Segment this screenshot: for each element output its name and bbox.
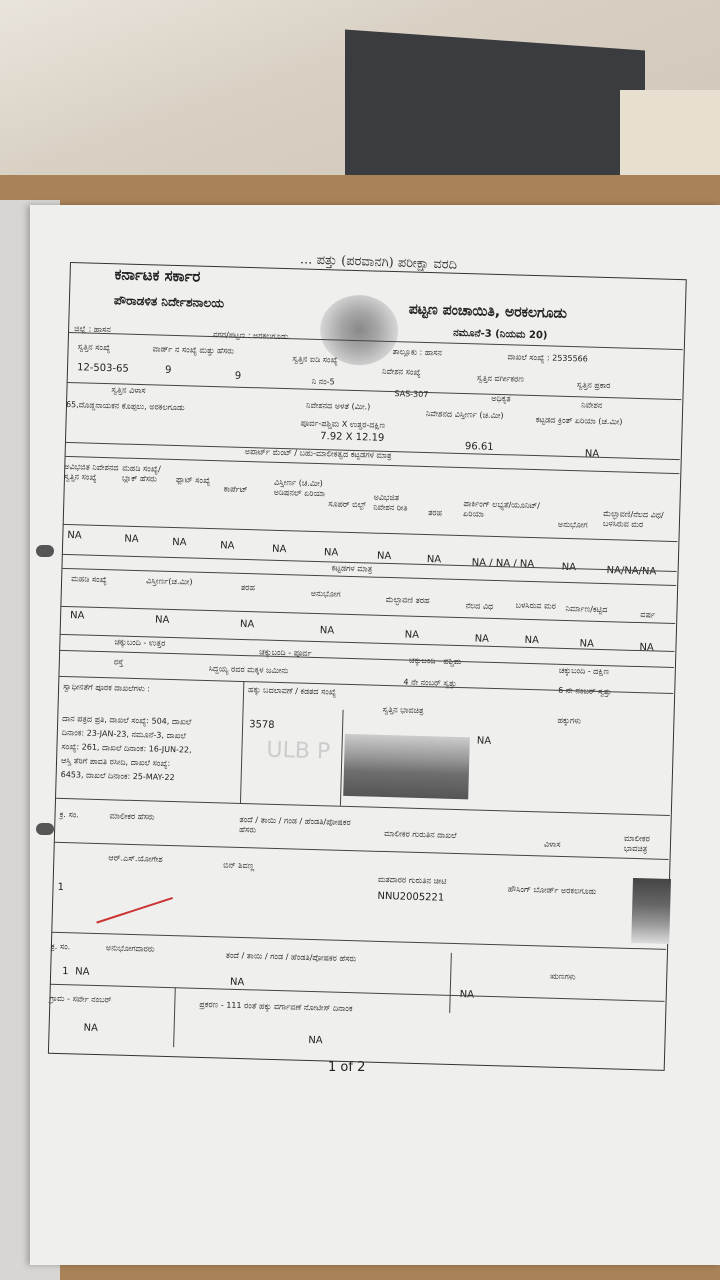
- owner-sno: 1: [57, 881, 65, 894]
- town: ನಗರ/ಪಟ್ಟಣ : ಅರಕಲಗೂಡು: [212, 330, 289, 342]
- apt-value: NA: [172, 536, 187, 549]
- occupant-relation: NA: [229, 976, 245, 989]
- apt-value: NA / NA / NA: [471, 557, 535, 571]
- header-owner: ಮಾಲೀಕರ ಹೆಸರು: [109, 811, 155, 822]
- bldg-header: ಬಳಸಿರುವ ಮರ: [515, 600, 557, 611]
- header-pid: ಸ್ವತ್ತಿನ ಐಡಿ ಸಂಖ್ಯೆ: [292, 354, 338, 365]
- property-no: 12-503-65: [76, 362, 129, 375]
- building-title: ಕಟ್ಟಡಗಳ ಮಾತ್ರ: [331, 563, 373, 574]
- header-property-no: ಸ್ವತ್ತಿನ ಸಂಖ್ಯೆ: [77, 342, 111, 353]
- owner-id-type: ಮತದಾರರ ಗುರುತಿನ ಚೀಟಿ: [377, 874, 447, 886]
- watermark: ULB P: [266, 737, 331, 765]
- apt-header: ತರಹ: [428, 508, 443, 518]
- header-address2: ವಿಳಾಸ: [543, 839, 561, 849]
- doc-line: ಆಸ್ತಿ ತೆರಿಗೆ ಪಾವತಿ ರಸೀದಿ, ದಾಖಲೆ ಸಂಖ್ಯೆ:: [60, 755, 171, 768]
- header-idproof: ಮಾಲೀಕರ ಗುರುತಿನ ದಾಖಲೆ: [384, 828, 457, 841]
- apt-value: NA: [124, 533, 139, 546]
- header-type: ಸ್ವತ್ತಿನ ಪ್ರಕಾರ: [576, 380, 611, 391]
- transfer-number: 3578: [248, 719, 275, 731]
- built-area: NA: [584, 448, 600, 460]
- office-title: ಪಟ್ಟಣ ಪಂಚಾಯಿತಿ, ಅರಕಲಗೂಡು: [408, 301, 568, 322]
- bldg-value: NA: [474, 633, 490, 645]
- bldg-header: ಮೆಲ್ಛಾವಣಿ ತರಹ: [385, 594, 430, 606]
- boundary-west: 4 ನೇ ನಂಬರ್ ಸ್ವತ್ತು: [403, 677, 457, 688]
- ward-name: 9: [234, 370, 242, 382]
- header-owner-photo: ಮಾಲೀಕರ ಭಾವಚಿತ್ರ: [623, 833, 650, 854]
- form-sheet: [48, 262, 690, 1069]
- header-built: ಕಟ್ಟಡದ ಕ್ರಿಂತ್ ಏರಿಯಾ (ಚ.ಮೀ): [535, 415, 623, 427]
- apt-value: NA: [376, 550, 392, 563]
- apt-header: ಅವಿಭಜಿತ ನಿವೇಶನ ರೀತಿ: [373, 492, 408, 513]
- bldg-header: ವಿಸ್ತೀರ್ಣ(ಚ.ಮೀ): [146, 576, 193, 587]
- bldg-header: ಮಹಡಿ ಸಂಖ್ಯೆ: [71, 574, 108, 585]
- apt-value: NA: [426, 554, 442, 566]
- bldg-header: ತರಹ: [240, 582, 256, 593]
- header-area: ನಿವೇಶನದ ವಿಸ್ತೀರ್ಣ (ಚ.ಮೀ): [425, 408, 504, 421]
- record-number: ದಾಖಲೆ ಸಂಖ್ಯೆ : 2535566: [507, 352, 588, 364]
- boundary-east-label: ಚಕ್ಕುಬಂದಿ - ಪೂರ್ವ: [259, 647, 312, 658]
- area: 96.61: [464, 441, 494, 453]
- address: 65,ದೊಡ್ಡನಾಯಕನ ಕೊಪ್ಪಲು, ಅರಕಲಗೂಡು: [65, 399, 185, 413]
- boundary-north-label: ಚಕ್ಕುಬಂದಿ - ಉತ್ತರ: [114, 637, 166, 648]
- header-loans: ಋಣಗಳು: [550, 971, 576, 982]
- owner-name: ಆರ್.ಎಸ್.ಯೋಗೇಶ: [108, 853, 163, 864]
- category: ಅಧಿಕೃತ: [491, 393, 511, 404]
- binder-hole: [36, 545, 54, 557]
- apt-header: ಕಾರ್ಪೆಟ್: [223, 484, 248, 495]
- apt-header: ಫ್ಲಾಟ್ ಸಂಖ್ಯೆ: [175, 475, 211, 486]
- header-ward: ವಾರ್ಡ್ ನ ಸಂಖ್ಯೆ ಮತ್ತು ಹೆಸರು: [152, 344, 235, 356]
- property-photo: [343, 734, 470, 799]
- property-type: ನಿವೇಶನ: [581, 400, 603, 410]
- bldg-value: NA: [154, 614, 170, 626]
- top-banner: ... ಪತ್ತು (ಪರವಾನಗಿ) ಪರೀಕ್ಷಾ ವರದಿ: [299, 252, 458, 273]
- apt-header: ಅನುಭೋಗ: [557, 519, 588, 530]
- village-value: NA: [83, 1022, 99, 1035]
- bldg-value: NA: [579, 638, 595, 650]
- header-address: ಸ್ವತ್ತಿನ ವಿಳಾಸ: [111, 385, 146, 396]
- apt-value: NA: [271, 543, 287, 556]
- occupant-name: NA: [75, 966, 90, 978]
- header-village: ಗ್ರಾಮ - ಸರ್ವೇ ನಂಬರ್: [49, 993, 112, 1005]
- header-dims: ನಿವೇಶನದ ಅಳತೆ (ಮೀ.): [305, 400, 371, 412]
- doc-line: ದಾನ ಪತ್ರದ ಪ್ರತಿ, ದಾಖಲೆ ಸಂಖ್ಯೆ: 504, ದಾಖಲೆ: [62, 713, 192, 727]
- bldg-header: ಅನುಭೋಗ: [310, 588, 341, 599]
- dims-label: ಪೂರ್ವ-ಪಶ್ಚಿಮ X ಉತ್ತರ-ದಕ್ಷಿಣ: [300, 418, 386, 430]
- header-transfer: ಹಕ್ಕು ಬದಲಾವಣೆ / ಕಡತದ ಸಂಖ್ಯೆ: [248, 685, 337, 697]
- apt-header: ಸೂಪರ್ ಬಿಲ್ಟ್: [328, 499, 367, 510]
- header-survey: ನಿವೇಶನ ಸಂಖ್ಯೆ: [381, 366, 421, 377]
- header-relation: ತಂದೆ / ತಾಯಿ / ಗಂಡ / ಹೆಂಡತಿ/ಪೋಷಕರ ಹೆಸರು: [239, 814, 351, 835]
- boundary-north: ರಸ್ತೆ: [113, 657, 124, 667]
- bldg-value: NA: [239, 618, 255, 631]
- header-occupant-relation: ತಂದೆ / ತಾಯಿ / ಗಂಡ / ಹೆಂಡತಿ/ಪೋಷಕರ ಹೆಸರು: [225, 950, 357, 964]
- dept-title: ಪೌರಾಡಳಿತ ನಿರ್ದೇಶನಾಲಯ: [113, 293, 225, 311]
- property-id: ನಿ ನಂ-5: [311, 376, 335, 387]
- boundary-east: ಸಿದ್ದಯ್ಯ ರವರ ಮಕ್ಕಳ ಜಮೀನು: [208, 664, 289, 676]
- loans-value: NA: [459, 989, 475, 1001]
- occupant-sno: 1: [62, 966, 69, 978]
- bldg-value: NA: [404, 629, 420, 641]
- header-notice: ಪ್ರಕರಣ - 111 ರಂತೆ ಹಕ್ಕು ವರ್ಗಾವಣೆ ನೋಟೀಸ್ ದಿನಾಂಕ: [199, 999, 353, 1014]
- header-photo: ಸ್ವತ್ತಿನ ಭಾವಚಿತ್ರ: [382, 704, 424, 716]
- bldg-value: NA: [319, 625, 335, 637]
- apt-value: NA/NA/NA: [606, 565, 657, 578]
- bldg-header: ನಿರ್ಮಾಣ/ಕಟ್ಟಿದ: [565, 603, 608, 615]
- binder-hole: [36, 823, 54, 835]
- ward-no: 9: [164, 364, 172, 376]
- boundary-south: 6 ನೇ ನಂಬರ್ ಸ್ವತ್ತು: [558, 685, 612, 697]
- taluk: ತಾಲ್ಲೂಕು : ಹಾಸನ: [392, 347, 443, 358]
- owner-address: ಹೌಸಿಂಗ್ ಬೋರ್ಡ್ ಅರಕಲಗೂಡು: [507, 884, 597, 896]
- notice-value: NA: [308, 1034, 323, 1047]
- header-sno: ಕ್ರ. ಸಂ.: [59, 809, 80, 820]
- owner-relation: ಬಿನ್ ಶಿವಣ್ಣ: [223, 860, 255, 871]
- doc-line: ದಿನಾಂಕ: 23-JAN-23, ನಮೂನೆ-3, ದಾಖಲೆ: [61, 727, 186, 741]
- apartment-title: ಅಪಾರ್ಟ್ ಮೆಂಟ್ / ಬಹು-ಮಾಲೀಕತ್ವದ ಕಟ್ಟಡಗಳ ಮಾತ್ರ: [244, 446, 392, 461]
- doc-line: 6453, ದಾಖಲೆ ದಿನಾಂಕ: 25-MAY-22: [60, 769, 175, 783]
- header-docs: ಸ್ವಾಧೀನತೆಗೆ ಪೂರಕ ದಾಖಲೆಗಳು :: [63, 681, 151, 694]
- header-occupant: ಅನುಭೋಗದಾರರು: [105, 943, 155, 954]
- boundary-west-label: ಚಕ್ಕುಬಂದಿ - ಪಶ್ಚಿಮ: [408, 655, 462, 667]
- bldg-header: ನೆಲದ ವಿಧ: [465, 601, 494, 611]
- doc-line: ಸಂಖ್ಯೆ: 261, ದಾಖಲೆ ದಿನಾಂಕ: 16-JUN-22,: [61, 741, 192, 755]
- apt-value: NA: [561, 561, 577, 574]
- apt-header: ಮಹಡಿ ಸಂಖ್ಯೆ/ಬ್ಲಾಕ್ ಹೆಸರು: [121, 463, 161, 484]
- apt-header: ಮೆಲ್ಛಾವಣಿ/ನೆಲದ ವಿಧ/ಬಳಸಿರುವ ಮರ: [602, 508, 664, 530]
- rights-value: NA: [476, 735, 492, 747]
- apt-header: ಪಾರ್ಕಿಂಗ್ ಲಭ್ಯತೆ/ಯೂನಿಟ್/ಏರಿಯಾ: [463, 499, 541, 519]
- owner-photo: [631, 878, 671, 944]
- boundary-south-label: ಚಕ್ಕುಬಂದಿ - ದಕ್ಷಿಣ: [558, 665, 610, 677]
- bldg-header: ವರ್ಷ: [640, 610, 656, 620]
- header-rights: ಹಕ್ಕುಗಳು: [557, 715, 582, 726]
- apt-value: NA: [67, 530, 82, 542]
- apt-header: ವಿಸ್ತೀರ್ಣ (ಚ.ಮೀ) ಅಡಿಷನಲ್ ಏರಿಯಾ: [273, 477, 326, 499]
- apt-value: NA: [219, 540, 235, 552]
- apt-value: NA: [323, 547, 339, 559]
- dims: 7.92 X 12.19: [320, 431, 385, 444]
- header-sno-2: ಕ್ರ. ಸಂ.: [50, 941, 71, 952]
- bldg-value: NA: [524, 634, 540, 647]
- header-category: ಸ್ವತ್ತಿನ ವರ್ಗೀಕರಣ: [476, 373, 525, 384]
- gov-title: ಕರ್ನಾಟಕ ಸರ್ಕಾರ: [114, 265, 201, 286]
- bldg-value: NA: [69, 610, 85, 622]
- apt-header: ಅವಿಭಜಿತ ನಿವೇಶನದ ಸ್ವತ್ತಿನ ಸಂಖ್ಯೆ: [63, 461, 119, 482]
- bldg-value: NA: [639, 642, 654, 654]
- district: ಜಿಲ್ಲೆ : ಹಾಸನ: [74, 324, 111, 335]
- survey-no: SAS-307: [394, 389, 429, 400]
- owner-id-number: NNU2005221: [377, 890, 445, 904]
- page-number: 1 of 2: [328, 1060, 366, 1075]
- form-title: ನಮೂನೆ-3 (ನಿಯಮ 20): [453, 327, 548, 342]
